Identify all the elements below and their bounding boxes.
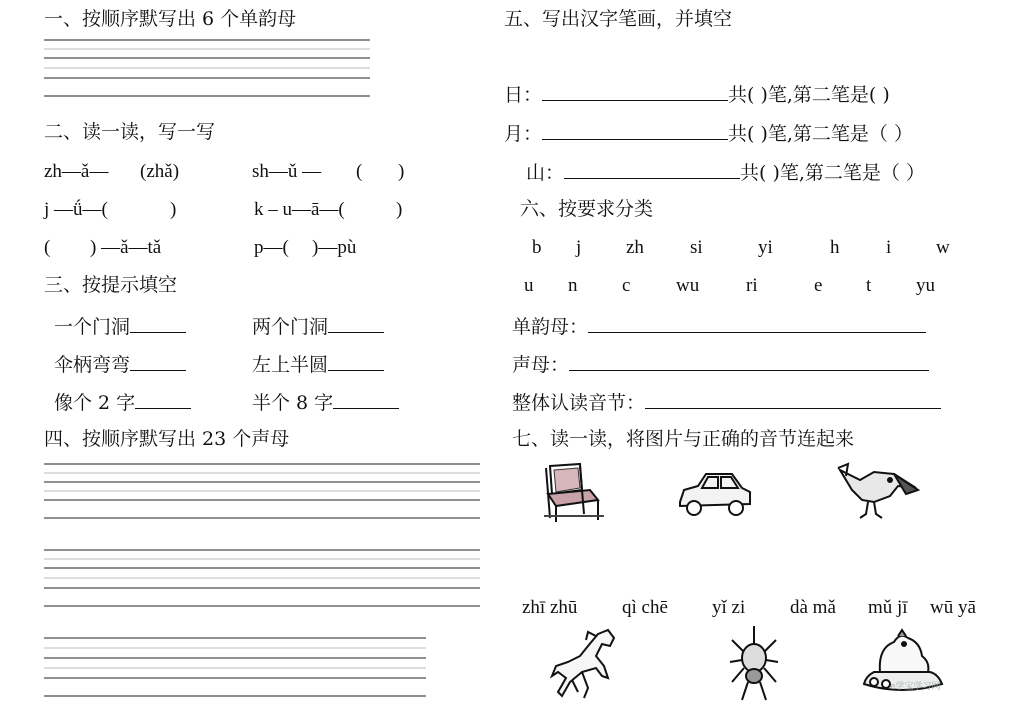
- category-blank[interactable]: [588, 314, 926, 333]
- writing-lines: [44, 462, 484, 524]
- answer-blank[interactable]: [130, 314, 186, 333]
- paren-close: ): [398, 161, 405, 182]
- hint-item: 像个 2 字: [54, 390, 191, 414]
- paren-open: (: [356, 161, 363, 182]
- pinyin-item-5: ) —ǎ—tǎ: [90, 237, 162, 258]
- answer-blank[interactable]: [333, 390, 399, 409]
- answer-blank[interactable]: [328, 352, 384, 371]
- pinyin-item-4: k – u—ā—(: [254, 199, 345, 220]
- syllable: i: [886, 237, 892, 258]
- syllable-label[interactable]: mǔ jī: [868, 597, 908, 618]
- syllable-label[interactable]: dà mǎ: [790, 597, 836, 618]
- syllable: n: [568, 275, 578, 296]
- writing-lines: [44, 548, 484, 610]
- stroke-row-yue: 月： 共( )笔,第二笔是（ ）: [504, 123, 913, 145]
- syllable: yu: [916, 275, 935, 296]
- writing-grid-23c[interactable]: [44, 636, 434, 702]
- car-icon[interactable]: [674, 468, 754, 524]
- section2-title: 二、读一读，写一写: [44, 121, 216, 143]
- writing-lines: [44, 38, 374, 104]
- stroke-row-ri: 日： 共( )笔,第二笔是( ): [504, 84, 890, 106]
- syllable-label[interactable]: zhī zhū: [522, 597, 578, 618]
- hint-item: 左上半圆: [252, 352, 384, 376]
- category-row: 声母：: [512, 352, 929, 376]
- category-blank[interactable]: [645, 390, 941, 409]
- horse-icon[interactable]: [548, 626, 630, 706]
- category-row: 整体认读音节：: [512, 390, 941, 414]
- writing-grid-23a[interactable]: [44, 462, 484, 524]
- pinyin-item-6: p—(: [254, 237, 289, 258]
- answer-blank[interactable]: [130, 352, 186, 371]
- section7-title: 七、读一读，将图片与正确的音节连起来: [512, 428, 855, 450]
- section1-title: 一、按顺序默写出 6 个单韵母: [44, 8, 297, 30]
- syllable-label[interactable]: qì chē: [622, 597, 668, 618]
- section3-title: 三、按提示填空: [44, 274, 178, 296]
- answer-blank[interactable]: [328, 314, 384, 333]
- syllable-label[interactable]: yǐ zi: [712, 597, 746, 618]
- section5-title: 五、写出汉字笔画，并填空: [504, 8, 733, 30]
- stroke-row-shan: 山： 共( )笔,第二笔是（ ）: [526, 162, 925, 184]
- paren-open: (: [44, 237, 51, 258]
- syllable: zh: [626, 237, 644, 258]
- spider-icon[interactable]: [728, 626, 780, 706]
- pinyin-item-3: j —ǘ—(: [44, 199, 108, 220]
- hint-item: 两个门洞: [252, 314, 384, 338]
- stroke-blank[interactable]: [564, 160, 740, 179]
- section4-title: 四、按顺序默写出 23 个声母: [44, 428, 290, 450]
- pinyin-item-2: sh—ǔ —: [252, 161, 322, 182]
- crow-icon[interactable]: [834, 460, 924, 528]
- syllable: u: [524, 275, 534, 296]
- writing-lines: [44, 636, 434, 702]
- chair-icon[interactable]: [540, 460, 608, 530]
- syllable: t: [866, 275, 872, 296]
- hint-item: 伞柄弯弯: [54, 352, 186, 376]
- hen-icon[interactable]: [858, 626, 948, 702]
- syllable: yi: [758, 237, 773, 258]
- syllable: wu: [676, 275, 700, 296]
- stroke-blank[interactable]: [542, 121, 728, 140]
- syllable: si: [690, 237, 703, 258]
- syllable: ri: [746, 275, 758, 296]
- syllable: e: [814, 275, 823, 296]
- answer-blank[interactable]: [135, 390, 191, 409]
- writing-grid-23b[interactable]: [44, 548, 484, 610]
- category-row: 单韵母：: [512, 314, 926, 338]
- paren-close: ): [396, 199, 403, 220]
- pinyin-item-6b: )—pù: [312, 237, 357, 258]
- writing-grid-6[interactable]: [44, 38, 374, 104]
- syllable: b: [532, 237, 542, 258]
- section6-title: 六、按要求分类: [520, 198, 654, 220]
- hint-item: 一个门洞: [54, 314, 186, 338]
- pinyin-answer-1: (zhǎ): [140, 161, 180, 182]
- category-blank[interactable]: [569, 352, 929, 371]
- syllable: c: [622, 275, 631, 296]
- syllable: h: [830, 237, 840, 258]
- syllable: j: [576, 237, 582, 258]
- syllable-label[interactable]: wū yā: [930, 597, 976, 618]
- stroke-blank[interactable]: [542, 82, 728, 101]
- syllable: w: [936, 237, 950, 258]
- pinyin-item-1: zh—ǎ—: [44, 161, 109, 182]
- paren-close: ): [170, 199, 177, 220]
- watermark: e学宝学习网: [890, 682, 941, 692]
- hint-item: 半个 8 字: [252, 390, 399, 414]
